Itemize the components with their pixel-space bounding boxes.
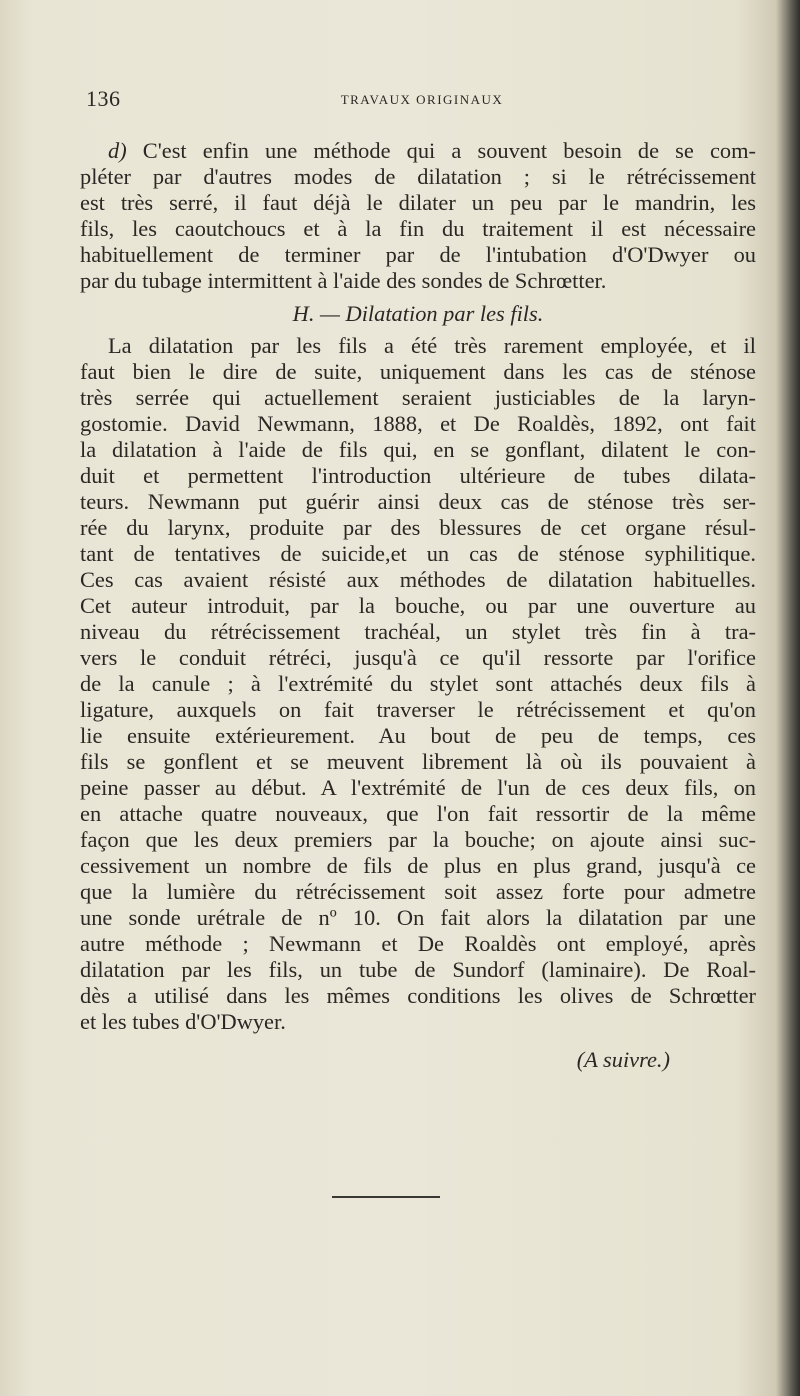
text-line: cessivement un nombre de fils de plus en plus grand, jusqu'à ce <box>80 853 756 878</box>
text-line: tant de tentatives de suicide,et un cas de sténose syphilitique. <box>80 541 756 566</box>
section-title: H. — Dilatation par les fils. <box>292 301 544 326</box>
text-line: par du tubage intermittent à l'aide des sondes de Schrœtter. <box>80 268 607 293</box>
text-line: Ces cas avaient résisté aux méthodes de dilatation habituelles. <box>80 567 756 592</box>
text-line: et les tubes d'O'Dwyer. <box>80 1009 286 1034</box>
page-header <box>86 86 758 116</box>
text-line: peine passer au début. A l'extrémité de l'un de ces deux fils, on <box>80 775 756 800</box>
text-line: la dilatation à l'aide de fils qui, en se gonflant, dilatent le con- <box>80 437 756 462</box>
text-line: Cet auteur introduit, par la bouche, ou par une ouverture au <box>80 593 756 618</box>
text-line: fils, les caoutchoucs et à la fin du traitement il est nécessaire <box>80 216 756 241</box>
text-line: en attache quatre nouveaux, que l'on fait ressortir de la même <box>80 801 756 826</box>
text-line: ligature, auxquels on fait traverser le rétrécissement et qu'on <box>80 697 756 722</box>
text-line: est très serré, il faut déjà le dilater un peu par le mandrin, les <box>80 190 756 215</box>
text-line: très serrée qui actuellement seraient justiciables de la laryn- <box>80 385 756 410</box>
text-line: dès a utilisé dans les mêmes conditions les olives de Schrœtter <box>80 983 756 1008</box>
end-rule <box>332 1196 440 1198</box>
text-line: habituellement de terminer par de l'intubation d'O'Dwyer ou <box>80 242 756 267</box>
body-text <box>80 138 756 1073</box>
paragraph-main <box>80 333 756 1035</box>
text-line: d) C'est enfin une méthode qui a souvent besoin de se com- <box>108 138 756 163</box>
text-line: vers le conduit rétréci, jusqu'à ce qu'il ressorte par l'orifice <box>80 645 756 670</box>
text-line: faut bien le dire de suite, uniquement dans les cas de sténose <box>80 359 756 384</box>
text-line: lie ensuite extérieurement. Au bout de peu de temps, ces <box>80 723 756 748</box>
paragraph-d <box>80 138 756 294</box>
text-line: dilatation par les fils, un tube de Sundorf (laminaire). De Roal- <box>80 957 756 982</box>
text-line: que la lumière du rétrécissement soit assez forte pour admetre <box>80 879 756 904</box>
text-line: teurs. Newmann put guérir ainsi deux cas de sténose très ser- <box>80 489 756 514</box>
text-line: de la canule ; à l'extrémité du stylet sont attachés deux fils à <box>80 671 756 696</box>
text-line: pléter par d'autres modes de dilatation ; si le rétrécissement <box>80 164 756 189</box>
continued-note: (A suivre.) <box>576 1047 670 1072</box>
text-line: façon que les deux premiers par la bouche; on ajoute ainsi suc- <box>80 827 756 852</box>
text-line: duit et permettent l'introduction ultérieure de tubes dilata- <box>80 463 756 488</box>
text-line: autre méthode ; Newmann et De Roaldès ont employé, après <box>80 931 756 956</box>
text-line: gostomie. David Newmann, 1888, et De Roaldès, 1892, ont fait <box>80 411 756 436</box>
text-line: rée du larynx, produite par des blessures de cet organe résul- <box>80 515 756 540</box>
text-line: niveau du rétrécissement trachéal, un stylet très fin à tra- <box>80 619 756 644</box>
text-line: fils se gonflent et se meuvent librement là où ils pouvaient à <box>80 749 756 774</box>
running-head: TRAVAUX ORIGINAUX <box>340 92 504 107</box>
text-line: La dilatation par les fils a été très rarement employée, et il <box>108 333 756 358</box>
page-number: 136 <box>86 86 121 111</box>
text-line: une sonde urétrale de nº 10. On fait alors la dilatation par une <box>80 905 756 930</box>
list-marker: d) <box>108 138 127 163</box>
